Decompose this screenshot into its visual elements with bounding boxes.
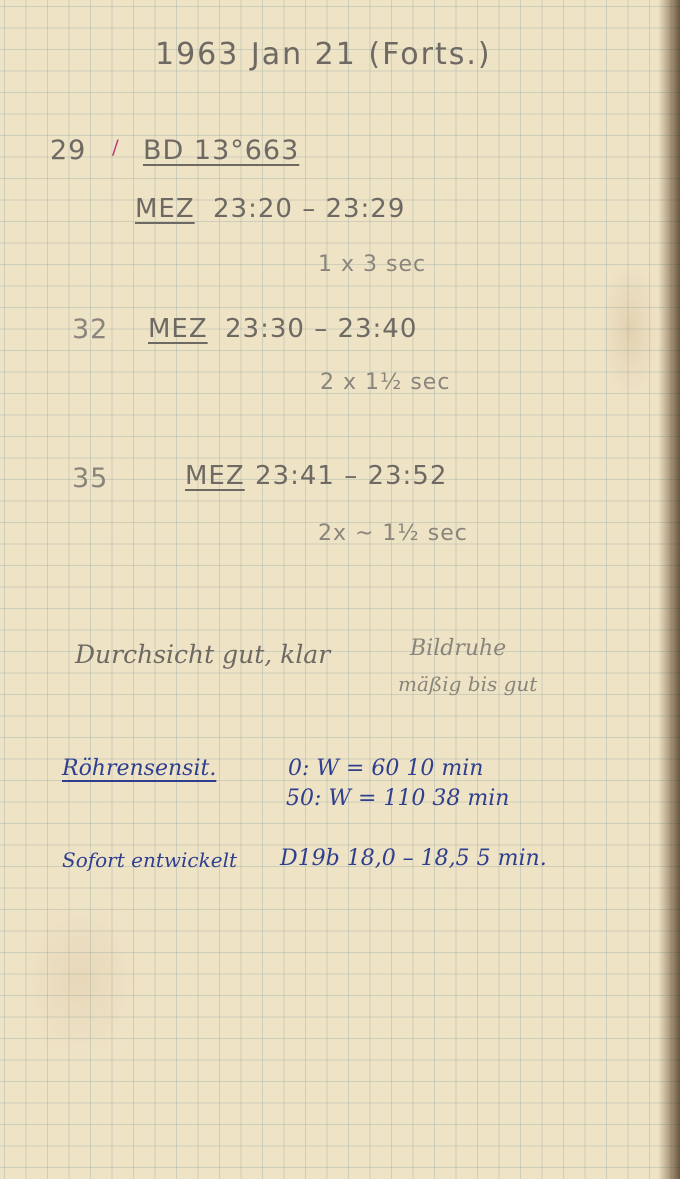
sensitization-row: 50: W = 110 38 min: [286, 786, 510, 811]
exposure: 1 x 3 sec: [318, 252, 427, 277]
check-mark: /: [112, 135, 119, 159]
exposure: 2 x 1½ sec: [320, 370, 451, 395]
star-designation: BD 13°663: [143, 135, 300, 166]
time-zone-label: MEZ: [135, 194, 195, 224]
time-range: 23:41 – 23:52: [255, 461, 448, 491]
seeing-value: mäßig bis gut: [398, 672, 538, 696]
development-label: Sofort entwickelt: [62, 848, 237, 872]
time-zone-label: MEZ: [185, 461, 245, 491]
paper-stain: [600, 260, 660, 400]
time-range: 23:20 – 23:29: [213, 194, 406, 224]
exposure: 2x ~ 1½ sec: [318, 521, 468, 546]
sensitization-row: 0: W = 60 10 min: [288, 756, 484, 781]
time-range: 23:30 – 23:40: [225, 314, 418, 344]
plate-number: 32: [72, 314, 109, 345]
plate-number: 29: [50, 135, 87, 166]
plate-number: 35: [72, 463, 109, 494]
seeing-label: Bildruhe: [410, 636, 507, 661]
page-spine-shadow: [658, 0, 680, 1179]
development-values: D19b 18,0 – 18,5 5 min.: [280, 846, 547, 871]
time-zone-label: MEZ: [148, 314, 208, 344]
paper-stain: [20, 900, 140, 1060]
transparency-note: Durchsicht gut, klar: [75, 640, 331, 669]
sensitization-label: Röhrensensit.: [62, 756, 217, 781]
page-heading: 1963 Jan 21 (Forts.): [155, 37, 492, 72]
